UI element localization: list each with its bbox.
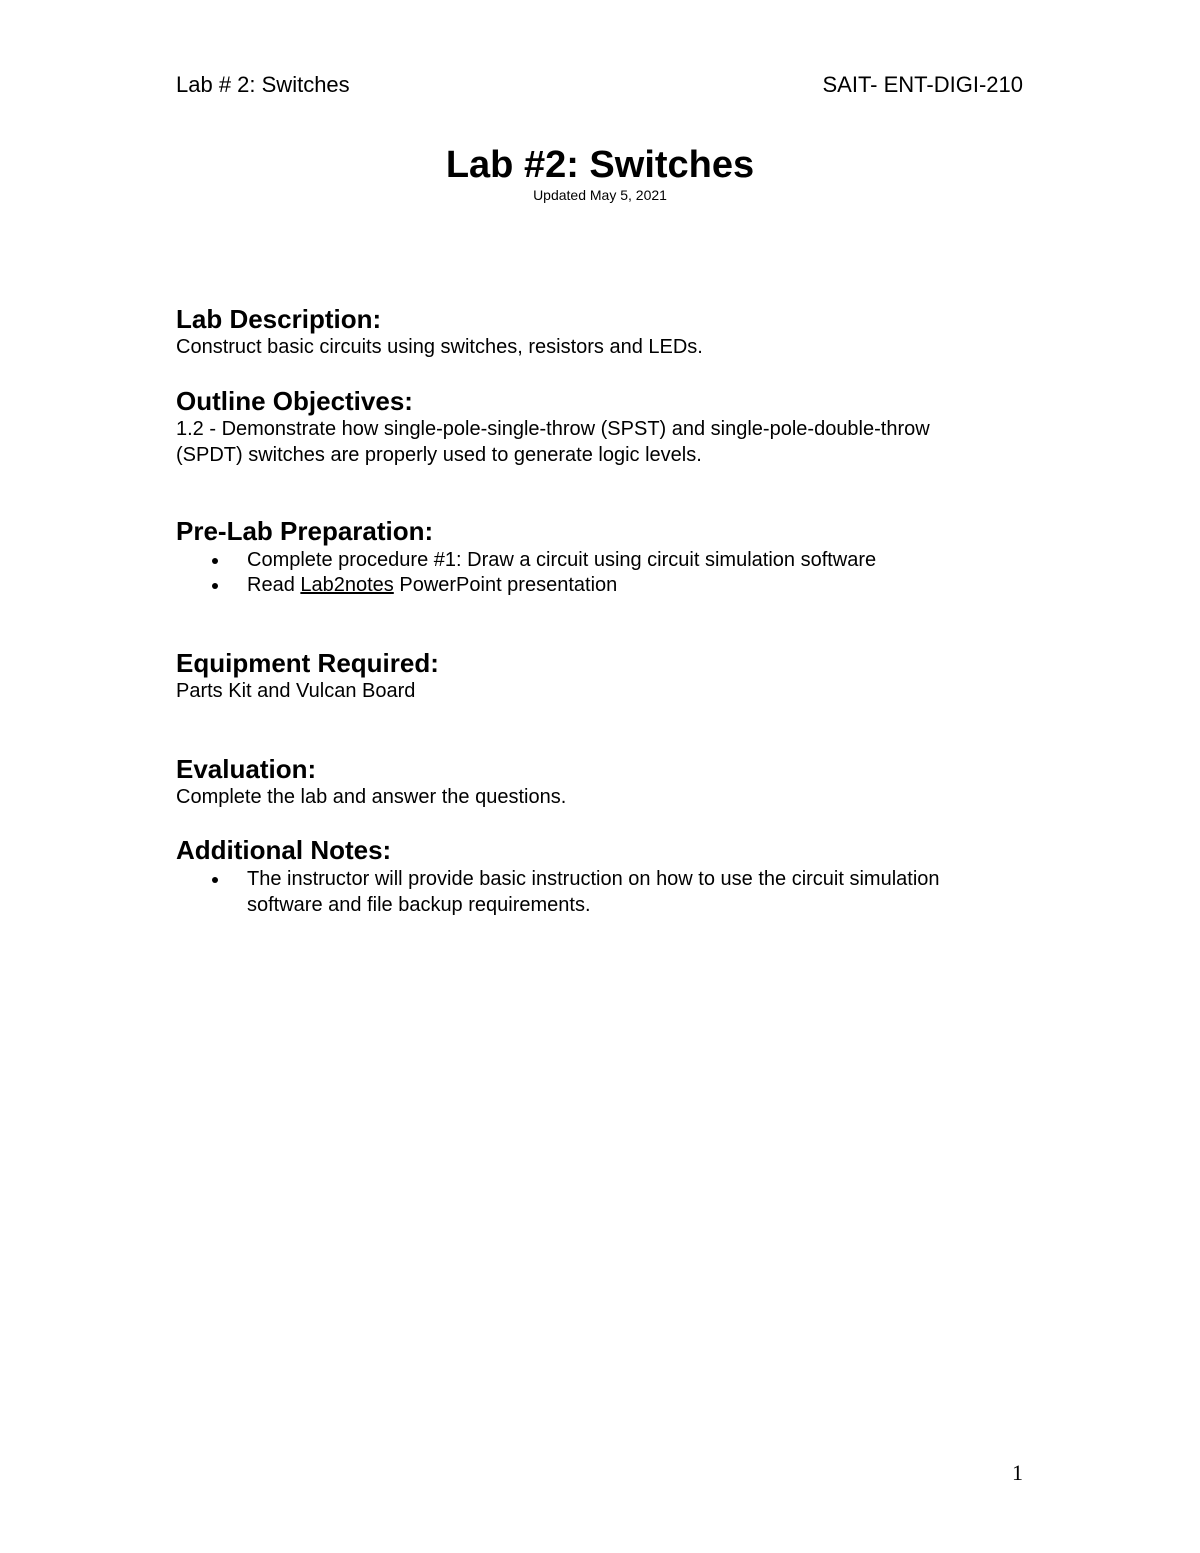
bullet-icon: [212, 583, 218, 589]
document-title: Lab #2: Switches: [445, 144, 755, 186]
section-evaluation: [176, 754, 1026, 810]
section-equipment-required: [176, 648, 1026, 704]
bullet-icon: [212, 558, 218, 564]
pre-lab-item-2-prefix: Read: [247, 573, 301, 596]
outline-objectives-heading: Outline Objectives:: [176, 386, 413, 416]
header-left-title: Lab # 2: Switches: [176, 72, 350, 97]
lab-description-heading: Lab Description:: [176, 304, 382, 334]
objective-line-2: (SPDT) switches are properly used to generate logic levels.: [176, 444, 702, 466]
section-outline-objectives: [176, 386, 1026, 468]
updated-date: Updated May 5, 2021: [533, 187, 667, 203]
list-item: [176, 548, 1026, 573]
evaluation-heading: Evaluation:: [176, 754, 317, 784]
lab2notes-link[interactable]: Lab2notes: [300, 573, 394, 596]
list-item: [176, 573, 1026, 598]
section-additional-notes: [176, 835, 1026, 918]
header-course-code: SAIT- ENT-DIGI-210: [822, 72, 1023, 97]
notes-list: [176, 867, 1026, 918]
pre-lab-heading: Pre-Lab Preparation:: [176, 516, 434, 546]
note-line-1: The instructor will provide basic instruction on how to use the circuit simulation: [247, 868, 940, 890]
section-lab-description: [176, 304, 1026, 360]
pre-lab-item-1: Complete procedure #1: Draw a circuit using circuit simulation software: [247, 549, 877, 571]
objective-line-1: 1.2 - Demonstrate how single-pole-single-throw (SPST) and single-pole-double-throw: [176, 418, 930, 440]
pre-lab-item-2-suffix: PowerPoint presentation: [393, 573, 618, 596]
page-number: 1: [1012, 1460, 1023, 1485]
additional-notes-heading: Additional Notes:: [176, 835, 392, 865]
equipment-text: Parts Kit and Vulcan Board: [176, 680, 416, 702]
equipment-heading: Equipment Required:: [176, 648, 439, 678]
lab-description-text: Construct basic circuits using switches, resistors and LEDs.: [176, 336, 703, 358]
pre-lab-list: [176, 548, 1026, 597]
evaluation-text: Complete the lab and answer the questions.: [176, 786, 567, 808]
note-line-2: software and file backup requirements.: [247, 893, 591, 916]
section-pre-lab: [176, 516, 1026, 597]
bullet-icon: [212, 877, 218, 883]
list-item: [176, 867, 1026, 918]
